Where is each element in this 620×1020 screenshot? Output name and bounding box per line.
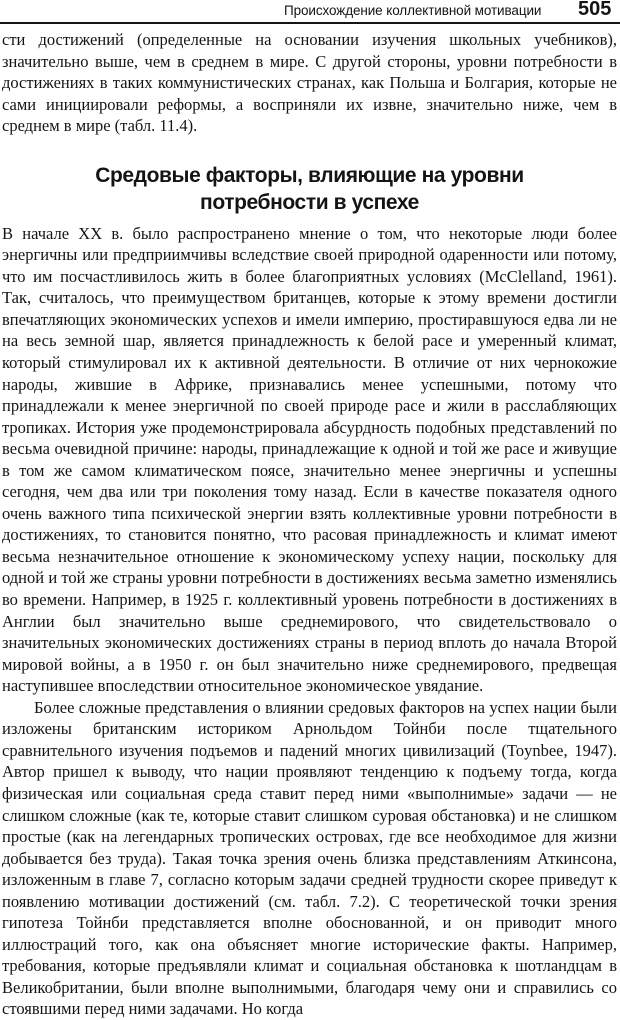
section-heading-line-1: Средовые факторы, влияющие на уровни (95, 163, 524, 187)
running-header-title: Происхождение коллективной мотивации (284, 3, 542, 18)
page-number: 505 (578, 0, 612, 20)
section-heading (2, 162, 617, 223)
running-header (0, 0, 620, 22)
header-rule (0, 22, 620, 24)
intro-paragraph: сти достижений (определенные на основании изучения школьных учебников), значительно выше, чем в среднем в мире. С другой стороны, уровни потребности в достижениях в таких коммунистических странах, как Польша и Болгария, которые не сами инициировали реформы, а восприняли их извне, значительно ниже, чем в среднем в мире (табл. 11.4). (2, 30, 617, 136)
body-paragraph-2: Более сложные представления о влиянии средовых факторов на успех нации были изложены британским историком Арнольдом Тойнби после тщательного сравнительного изучения подъемов и падений многих цивилизаций (Toynbee, 1947). Автор пришел к выводу, что нации проявляют тенденцию к подъему тогда, когда физическая или социальная среда ставит перед ними «выполнимые» задачи — не слишком сложные (как те, которые ставит слишком суровая обстановка) и не слишком простые (как на легендарных тропических островах, где все необходимое для жизни добывается без труда). Такая точка зрения очень близка представлениям Аткинсона, изложенным в главе 7, согласно которым задачи средней трудности скорее приведут к появлению мотивации достижений (см. табл. 7.2). С теоретической точки зрения гипотеза Тойнби представляется вполне обоснованной, и он приводит много иллюстраций того, как она объясняет многие исторические факты. Например, требования, которые предъявляли климат и социальная обстановка к шотландцам в Великобритании, были вполне выполнимыми, благодаря чему они и справились со стоявшими перед ними задачами. Но когда (2, 697, 617, 1019)
body-paragraph-1: В начале XX в. было распространено мнение о том, что некоторые люди более энергичны или предприимчивы вследствие своей природной одаренности или потому, что им посчастливилось жить в более благоприятных условиях (McClelland, 1961). Так, считалось, что преимуществом британцев, которые к этому времени достигли впечатляющих экономических успехов и имели империю, простиравшуюся едва ли не на весь земной шар, является принадлежность к белой расе и умеренный климат, который стимулировал их к активной деятельности. В отличие от них чернокожие народы, жившие в Африке, признавались менее успешными, потому что принадлежали к менее энергичной по своей природе расе и жили в расслабляющих тропиках. История уже продемонстрировала абсурдность подобных представлений по весьма очевидной причине: народы, принадлежащие к одной и той же расе и живущие в том же самом климатическом поясе, значительно менее энергичны и успешны сегодня, чем два или три поколения тому назад. Если в качестве показателя одного очень важного типа психической энергии взять коллективные уровни потребности в достижениях, то становится понятно, что расовая принадлежность и климат имеют весьма незначительное отношение к экономическому успеху нации, поскольку для одной и той же страны уровни потребности в достижениях весьма заметно изменялись во времени. Например, в 1925 г. коллективный уровень потребности в достижениях в Англии был значительно выше среднемирового, что свидетельствовало о значительных экономических достижениях страны в период вплоть до начала Второй мировой войны, а в 1950 г. он был значительно ниже среднемирового, предвещая наступившее впоследствии относительное экономическое увядание. (2, 223, 617, 696)
section-heading-line-2: потребности в успехе (200, 190, 419, 214)
page-body (2, 29, 617, 1020)
